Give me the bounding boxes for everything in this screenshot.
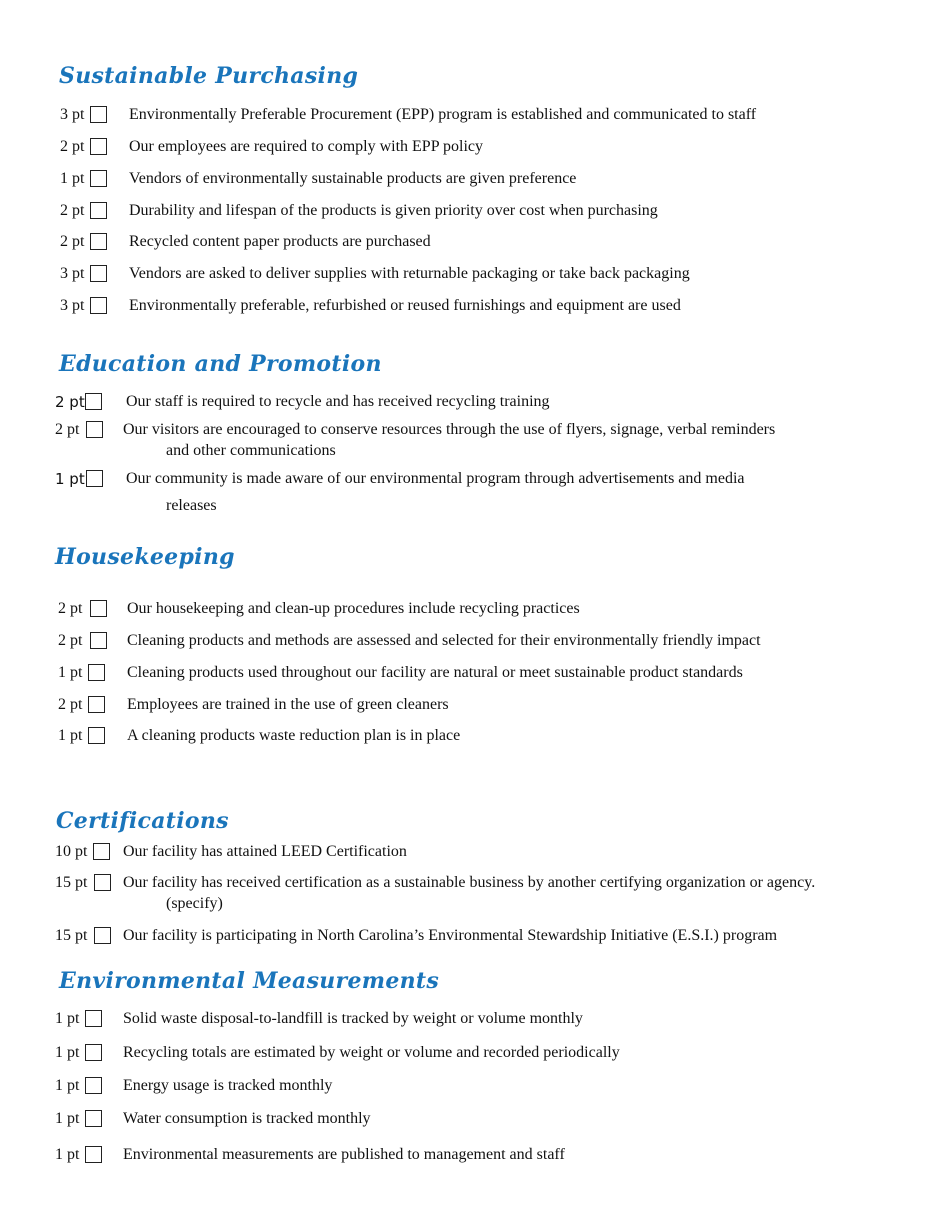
checkbox[interactable] <box>90 138 107 155</box>
section-heading-housekeeping: Housekeeping <box>55 544 235 570</box>
item-text-continued: releases <box>166 497 217 514</box>
checkbox[interactable] <box>94 874 111 891</box>
points-label: 1 pt <box>55 1077 80 1094</box>
item-text: Water consumption is tracked monthly <box>123 1110 371 1127</box>
points-label: 2 pt <box>60 233 85 250</box>
checkbox[interactable] <box>85 1077 102 1094</box>
points-label: 1 pt <box>55 1044 80 1061</box>
checkbox[interactable] <box>90 106 107 123</box>
checkbox[interactable] <box>86 421 103 438</box>
checkbox[interactable] <box>90 170 107 187</box>
points-label: 2 pt <box>60 202 85 219</box>
item-text: Environmentally Preferable Procurement (EPP) program is established and communicated to staff <box>129 106 757 123</box>
section-heading-education-promotion: Education and Promotion <box>59 351 382 377</box>
points-label: 15 pt <box>55 927 88 944</box>
points-label: 1 pt <box>58 727 83 744</box>
item-text-continued: (specify) <box>166 895 223 912</box>
points-label: 2 pt <box>58 696 83 713</box>
checkbox[interactable] <box>93 843 110 860</box>
checkbox[interactable] <box>85 1010 102 1027</box>
item-text: A cleaning products waste reduction plan is in place <box>127 727 461 744</box>
points-label: 2 pt <box>60 138 85 155</box>
points-label: 1 pt <box>55 470 85 488</box>
item-text: Our employees are required to comply with EPP policy <box>129 138 483 155</box>
item-text: Vendors are asked to deliver supplies with returnable packaging or take back packaging <box>129 265 690 282</box>
item-text: Our facility has attained LEED Certification <box>123 843 407 860</box>
checkbox[interactable] <box>85 1110 102 1127</box>
item-text: Our facility has received certification as a sustainable business by another certifying organization or agency. <box>123 874 816 891</box>
item-text: Our staff is required to recycle and has received recycling training <box>126 393 550 410</box>
checkbox[interactable] <box>94 927 111 944</box>
checkbox[interactable] <box>88 727 105 744</box>
item-text: Durability and lifespan of the products is given priority over cost when purchasing <box>129 202 658 219</box>
points-label: 1 pt <box>55 1110 80 1127</box>
item-text: Environmental measurements are published to management and staff <box>123 1146 565 1163</box>
item-text: Our facility is participating in North Carolina’s Environmental Stewardship Initiative (E.S.I.) program <box>123 927 778 944</box>
points-label: 1 pt <box>60 170 85 187</box>
item-text-continued: and other communications <box>166 442 336 459</box>
checkbox[interactable] <box>90 632 107 649</box>
points-label: 3 pt <box>60 297 85 314</box>
checkbox[interactable] <box>85 393 102 410</box>
item-text: Our housekeeping and clean-up procedures include recycling practices <box>127 600 580 617</box>
points-label: 3 pt <box>60 106 85 123</box>
checkbox[interactable] <box>90 265 107 282</box>
item-text: Employees are trained in the use of green cleaners <box>127 696 449 713</box>
checkbox[interactable] <box>88 696 105 713</box>
section-heading-sustainable-purchasing: Sustainable Purchasing <box>59 63 359 89</box>
checkbox[interactable] <box>90 233 107 250</box>
checkbox[interactable] <box>86 470 103 487</box>
item-text: Energy usage is tracked monthly <box>123 1077 333 1094</box>
points-label: 2 pt <box>55 421 80 438</box>
checkbox[interactable] <box>85 1146 102 1163</box>
points-label: 2 pt <box>58 632 83 649</box>
checkbox[interactable] <box>85 1044 102 1061</box>
section-heading-certifications: Certifications <box>56 808 229 834</box>
points-label: 1 pt <box>55 1010 80 1027</box>
checkbox[interactable] <box>90 600 107 617</box>
points-label: 2 pt <box>58 600 83 617</box>
item-text: Recycled content paper products are purchased <box>129 233 431 250</box>
points-label: 3 pt <box>60 265 85 282</box>
item-text: Our community is made aware of our environmental program through advertisements and media <box>126 470 745 487</box>
points-label: 15 pt <box>55 874 88 891</box>
checkbox[interactable] <box>88 664 105 681</box>
points-label: 1 pt <box>55 1146 80 1163</box>
item-text: Our visitors are encouraged to conserve resources through the use of flyers, signage, verbal reminders <box>123 421 776 438</box>
item-text: Cleaning products used throughout our facility are natural or meet sustainable product standards <box>127 664 743 681</box>
item-text: Environmentally preferable, refurbished or reused furnishings and equipment are used <box>129 297 681 314</box>
item-text: Cleaning products and methods are assessed and selected for their environmentally friendly impact <box>127 632 761 649</box>
checkbox[interactable] <box>90 297 107 314</box>
points-label: 1 pt <box>58 664 83 681</box>
section-heading-environmental-measurements: Environmental Measurements <box>59 968 440 994</box>
item-text: Recycling totals are estimated by weight or volume and recorded periodically <box>123 1044 620 1061</box>
item-text: Vendors of environmentally sustainable products are given preference <box>129 170 577 187</box>
checkbox[interactable] <box>90 202 107 219</box>
item-text: Solid waste disposal-to-landfill is tracked by weight or volume monthly <box>123 1010 583 1027</box>
points-label: 2 pt <box>55 393 85 411</box>
points-label: 10 pt <box>55 843 88 860</box>
